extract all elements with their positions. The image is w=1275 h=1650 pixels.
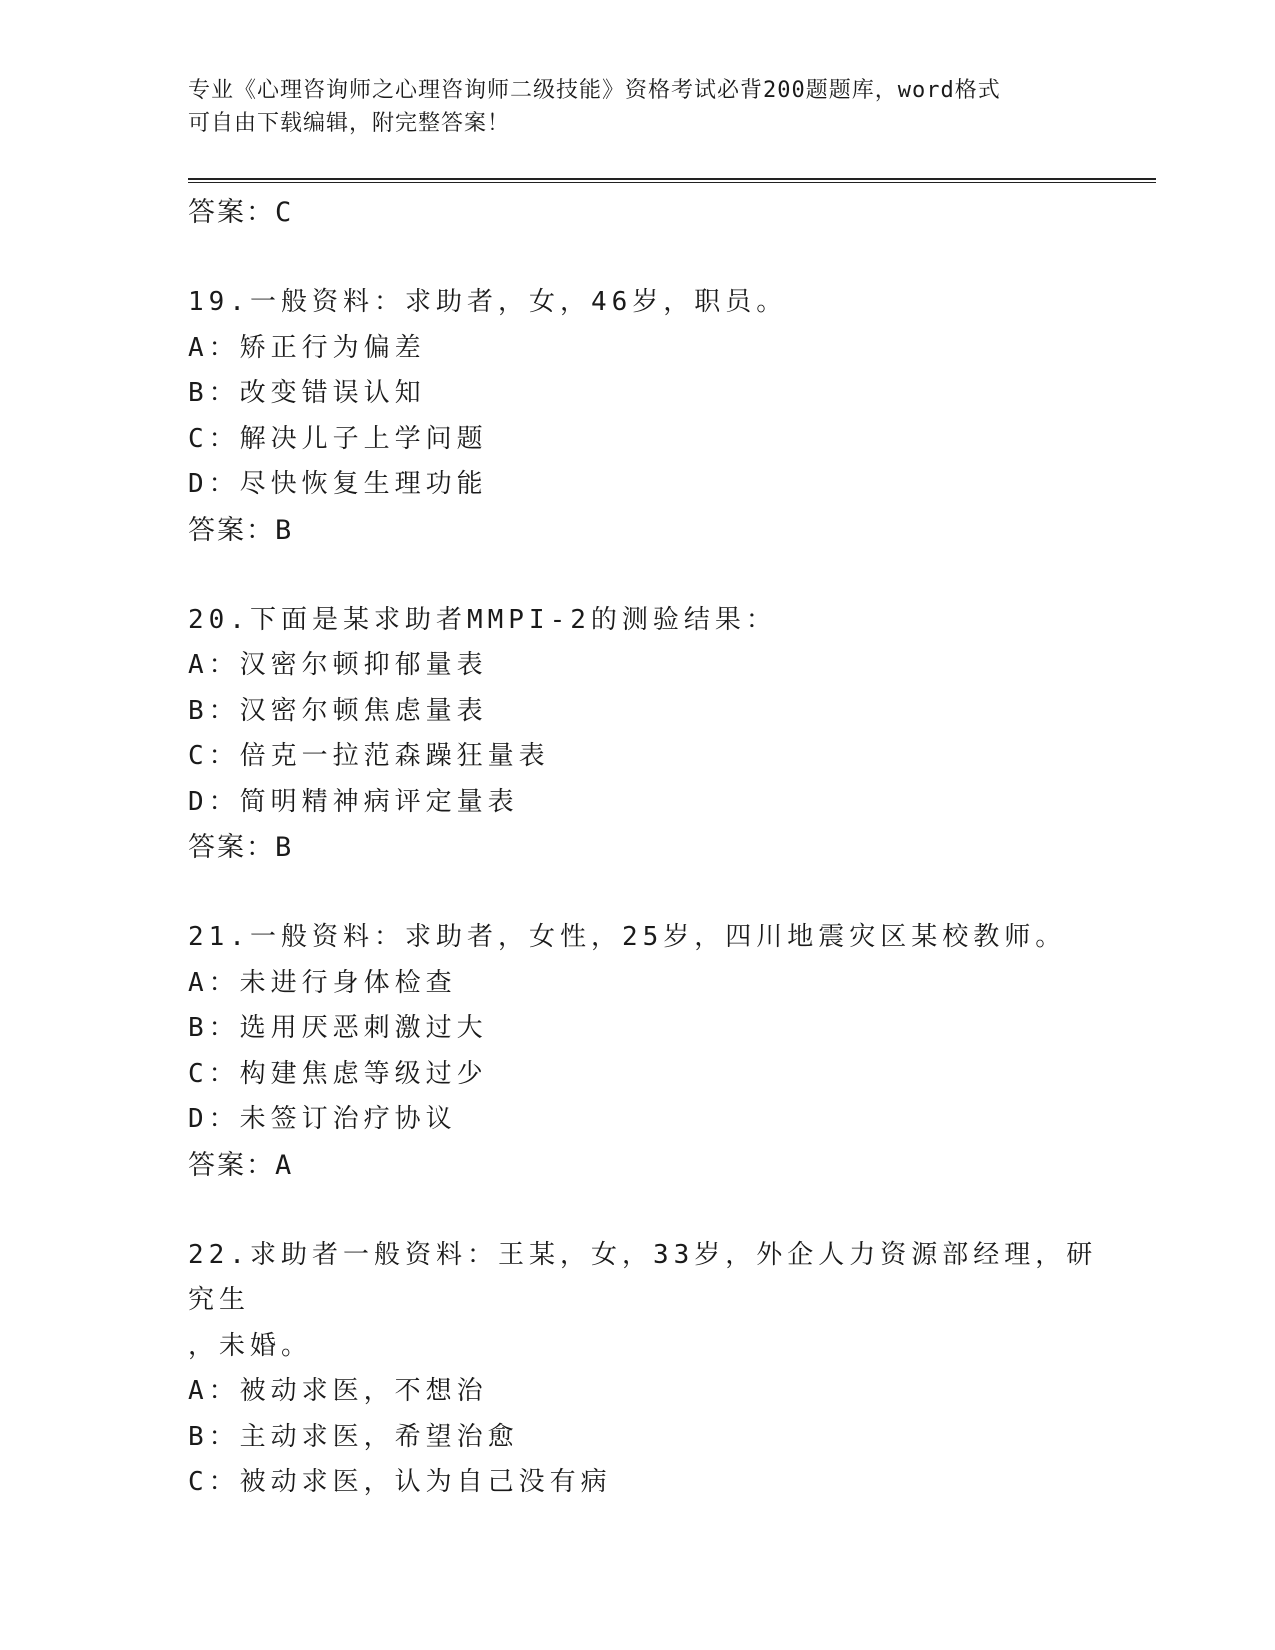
header-line-2: 可自由下载编辑，附完整答案！: [188, 111, 511, 136]
option-d: D：尽快恢复生理功能: [188, 469, 488, 499]
option-c: C：倍克一拉范森躁狂量表: [188, 741, 550, 771]
option-b: B：主动求医，希望治愈: [188, 1421, 519, 1452]
option-b: B：改变错误认知: [188, 378, 426, 408]
answer-value: C: [275, 197, 294, 228]
header-divider: [188, 178, 1156, 183]
option-a: A：未进行身体检查: [188, 967, 457, 998]
answer-label: 答案：: [188, 1149, 275, 1181]
header-line-1: 专业《心理咨询师之心理咨询师二级技能》资格考试必背200题题库，word格式: [188, 78, 1001, 103]
question-20: [188, 598, 1118, 872]
question-stem: 19.一般资料：求助者，女，46岁，职员。: [188, 287, 788, 317]
answer-value: A: [275, 1149, 294, 1181]
answer-label: 答案：: [188, 832, 275, 863]
document-header: [188, 74, 1088, 140]
question-21: [188, 915, 1118, 1189]
answer-line: [188, 190, 1118, 236]
answer-label: 答案：: [188, 197, 275, 228]
option-a: A：汉密尔顿抑郁量表: [188, 650, 488, 680]
option-b: B：选用厌恶刺激过大: [188, 1013, 488, 1043]
option-a: A：矫正行为偏差: [188, 332, 426, 363]
option-c: C：解决儿子上学问题: [188, 423, 488, 454]
answer-line: [188, 1143, 1118, 1189]
answer-line: [188, 508, 1118, 554]
question-stem-line-2: ，未婚。: [188, 1330, 313, 1361]
question-stem: 20.下面是某求助者MMPI-2的测验结果：: [188, 604, 777, 635]
question-stem-line-1: 22.求助者一般资料：王某，女，33岁，外企人力资源部经理，研究生: [188, 1239, 1098, 1315]
option-d: D：未签订治疗协议: [188, 1104, 457, 1134]
answer-value: B: [275, 832, 294, 863]
option-c: C：构建焦虑等级过少: [188, 1058, 488, 1089]
question-22: [188, 1233, 1118, 1506]
question-list: [188, 190, 1118, 1506]
question-stem: 21.一般资料：求助者，女性，25岁，四川地震灾区某校教师。: [188, 922, 1067, 952]
answer-value: B: [275, 514, 294, 546]
option-a: A：被动求医，不想治: [188, 1376, 488, 1406]
option-c: C：被动求医，认为自己没有病: [188, 1467, 612, 1497]
option-b: B：汉密尔顿焦虑量表: [188, 695, 488, 726]
option-d: D：简明精神病评定量表: [188, 786, 519, 817]
answer-line: [188, 825, 1118, 871]
answer-label: 答案：: [188, 514, 275, 546]
question-19: [188, 280, 1118, 554]
